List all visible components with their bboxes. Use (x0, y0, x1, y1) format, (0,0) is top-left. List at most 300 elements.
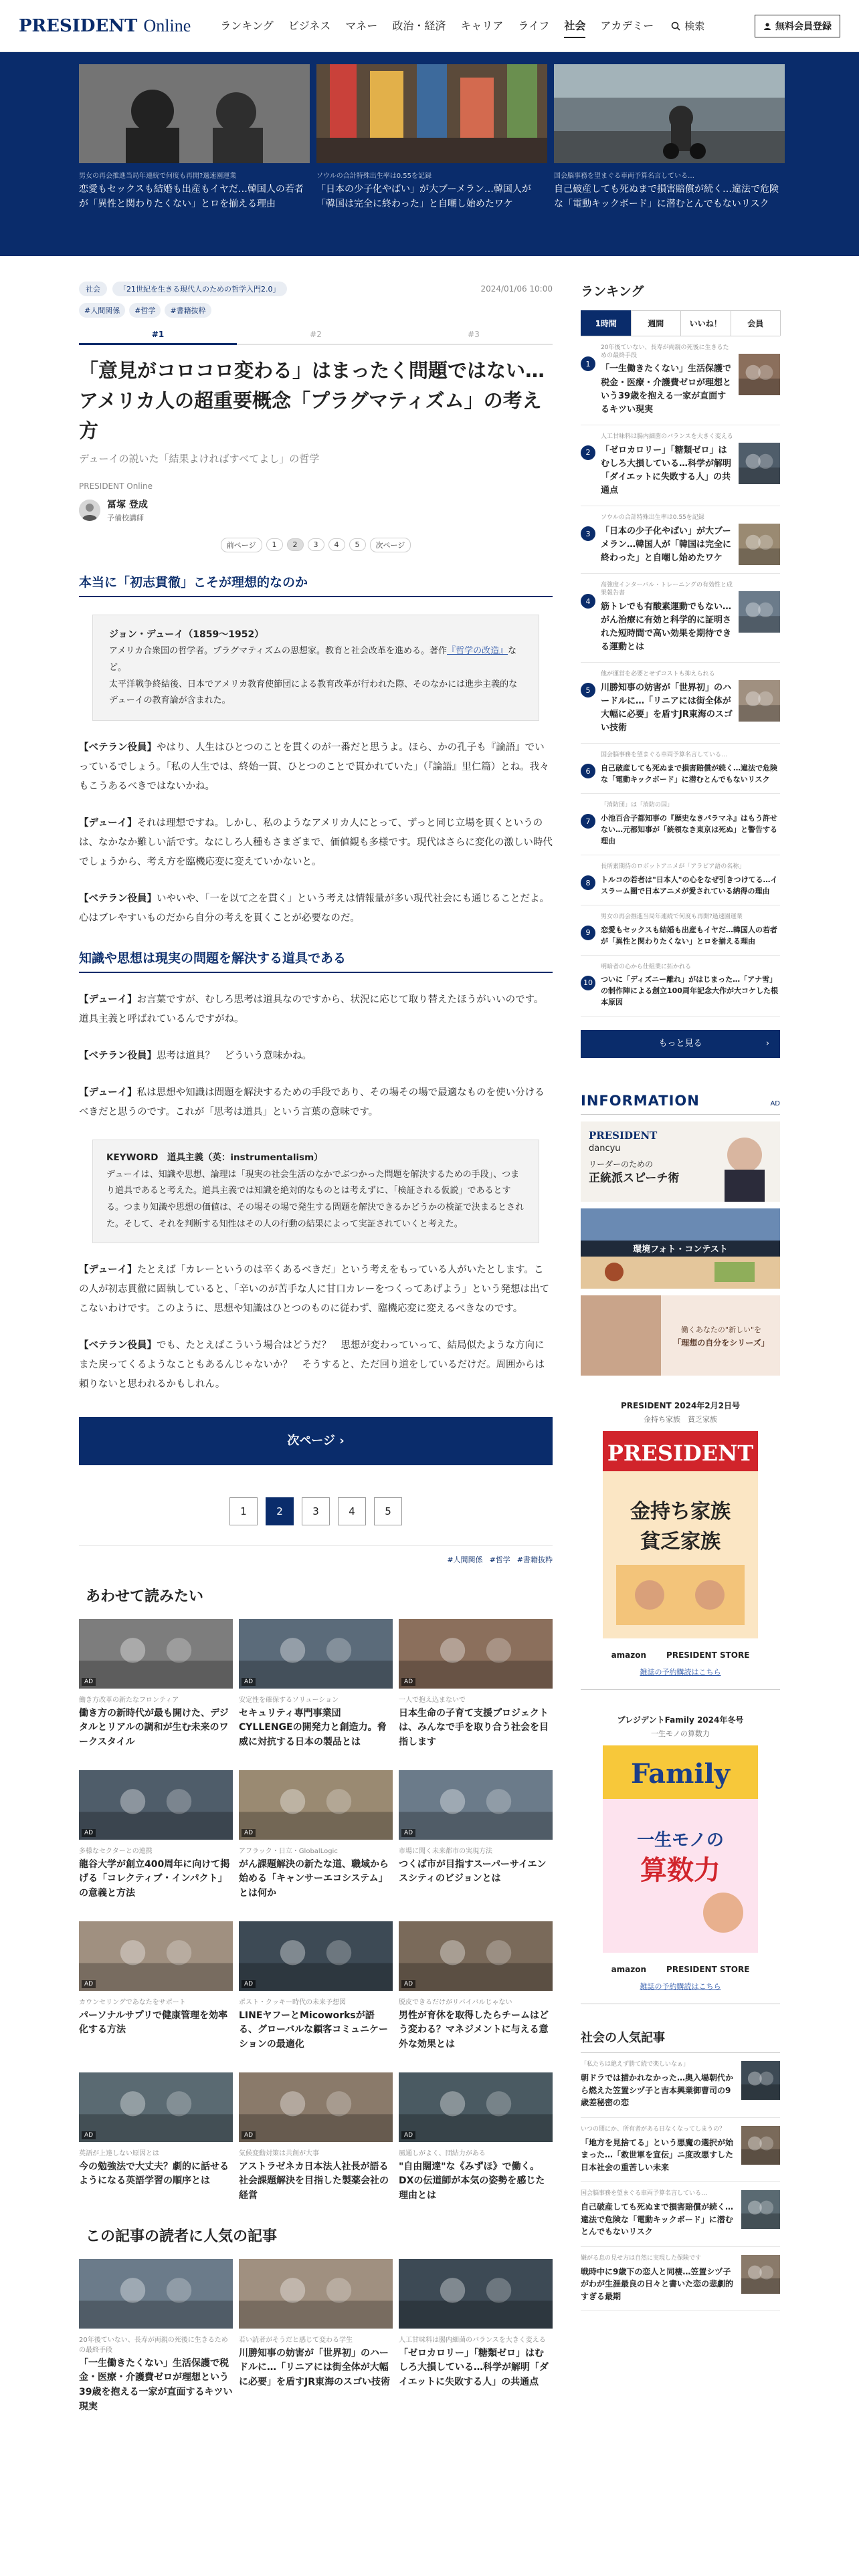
series-pill[interactable]: 「21世紀を生きる現代人のための哲学入門2.0」 (112, 282, 287, 296)
hero-title[interactable]: 恋愛もセックスも結婚も出産もイヤだ…韓国人の若者が「異性と関わりたくない」とロを揃える理由 (79, 184, 304, 209)
keyword-box (92, 1140, 539, 1243)
store-row (581, 1965, 780, 1974)
ranking-number: 9 (581, 926, 595, 940)
speaker: 【ベテラン役員】 (79, 893, 157, 905)
related-category: 市場に聞く未来都市の実現方法 (399, 1847, 492, 1855)
magazine-cover[interactable] (603, 1431, 758, 1638)
footer-tag[interactable]: #書籍抜粋 (516, 1555, 553, 1564)
ranking-category: ソウルの合計特殊出生率は0.55を記録 (601, 514, 704, 522)
ranking-text (601, 802, 780, 847)
related-category: ポスト・クッキー時代の未来予想図 (239, 1998, 346, 2006)
svg-text:リーダーのための: リーダーのための (589, 1160, 654, 1170)
nav-item-society[interactable]: 社会 (564, 13, 585, 38)
ad-badge: AD (82, 2131, 96, 2139)
related-title[interactable]: 日本生命の子育て支援プロジェクトは、みんなで手を取り合う社会を目指します (399, 1707, 549, 1747)
logo-main: PRESIDENT (19, 15, 138, 36)
store-amazon[interactable]: amazon (611, 1965, 647, 1975)
related-card[interactable] (399, 2072, 553, 2204)
speaker: 【デューイ】 (79, 818, 137, 829)
reader-card[interactable] (239, 2259, 393, 2415)
related-image (79, 1770, 233, 1840)
popular-list (581, 2053, 780, 2311)
speaker: 【デューイ】 (79, 1264, 137, 1275)
svg-text:貧乏家族: 貧乏家族 (640, 1530, 721, 1554)
paragraph-text: でも、たとえばこういう場合はどうだ？ 思想が変わっていって、結局似たような方向にまた戻ってくるようなこともあるんじゃないか？ そうすると、ただ回り道をしているだけだ。周囲からは頼りないと思われるかもしれん。 (79, 1339, 545, 1390)
related-title[interactable]: アストラゼネカ日本法人社長が語る社会課題解決を目指した製薬会社の経営 (239, 2161, 389, 2202)
related-title[interactable]: 男性が育休を取得したらチームはどう変わる？マネジメントに与える意外な効果とは (399, 2010, 549, 2050)
related-title[interactable]: LINEヤフーとMicoworksが語る、グローバルな顧客コミュニケーションの最適化 (239, 2010, 389, 2050)
paragraph (79, 1336, 553, 1394)
hero-category: ソウルの合計特殊出生率は0.55を記録 (316, 173, 432, 180)
reserve-link[interactable]: 雑誌の予約購読はこちら (581, 1981, 780, 2004)
hero-image (316, 64, 547, 163)
pager (79, 1497, 553, 1525)
tag-philosophy[interactable]: #哲学 (129, 303, 161, 318)
popular-heading: 社会の人気記事 (581, 2028, 780, 2053)
author-name[interactable]: 冨塚 登成 (107, 499, 148, 510)
keyword-text: デューイは、知識や思想、論理は「現実の社会生活のなかでぶつかった問題を解決するための手段」、つまり道具であると考えた。道具主義では知識を絶対的なものとは考えずに、「検証される仮説」であるとする。つまり知識や思想の価値は、その場その場で発生する問題を解決できるかどうかの検証で決まるとされた。そして、それを判断する知性はその人の行動の結果によって実証されていくと考えた。 (106, 1169, 524, 1229)
pager-3[interactable]: 3 (308, 538, 324, 551)
related-title[interactable]: "自由闊達"な《みずほ》で働く。DXの伝道師が本気の姿勢を感じた理由とは (399, 2161, 545, 2202)
related-image (399, 1770, 553, 1840)
related-card[interactable] (79, 2072, 233, 2204)
paragraph (79, 1261, 553, 1319)
related-card[interactable] (399, 1770, 553, 1901)
register-label: 無料会員登録 (775, 21, 832, 32)
profile-text: アメリカ合衆国の哲学者。プラグマティズムの思想家。教育と社会改革を進める。著作 (109, 646, 448, 657)
readers-heading: この記事の読者に人気の記事 (86, 2228, 278, 2245)
ranking-text (601, 964, 780, 1008)
ranking-tab-member[interactable]: 会員 (731, 310, 781, 336)
category-pill[interactable]: 社会 (79, 282, 107, 296)
ranking-text (601, 582, 733, 654)
svg-text:PRESIDENT: PRESIDENT (607, 1440, 754, 1467)
ranking-item[interactable] (581, 336, 780, 425)
banner-photo-contest[interactable] (581, 1208, 780, 1289)
paragraph (79, 1047, 553, 1066)
reader-image (239, 2259, 393, 2329)
ranking-number: 8 (581, 875, 595, 890)
paragraph-text: たとえば「カレーというのは辛くあるべきだ」という考えをもっている人がいたとします。この人が初志貫徹に固執していると、「辛いのが苦手な人に甘口カレーをつくってあげよう」という発想は出てこないわけです。このように、思想や知識はひとつのものに従わず、臨機応変に変えるべきなのです。 (79, 1264, 549, 1314)
related-card[interactable] (239, 1619, 393, 1750)
pager-page-1[interactable]: 1 (229, 1497, 258, 1525)
paragraph-text: やはり、人生はひとつのことを貫くのが一番だと思うよ。ほら、かの孔子も『論語』でいっているでしょう。「私の人生では、終始一貫、ひとつのことで貫かれていた」（『論語』里仁篇）とね。我々もこうあるべきではないかね。 (79, 742, 549, 792)
profile-description (109, 643, 522, 676)
ranking-number: 2 (581, 445, 595, 460)
reader-image (399, 2259, 553, 2329)
hero-card[interactable] (316, 64, 547, 256)
ranking-category: 男女の再会推進当局年連続で何度も再開?過速園運業 (601, 913, 743, 920)
related-card[interactable] (399, 1921, 553, 2052)
hero-image (554, 64, 785, 163)
related-heading: あわせて読みたい (86, 1588, 204, 1605)
popular-thumbnail (741, 2255, 780, 2294)
ranking-thumbnail (739, 524, 780, 565)
related-card[interactable] (239, 1921, 393, 2052)
pager-prev[interactable]: 前ページ (221, 538, 262, 552)
related-category: 一人で抱え込まないで (399, 1696, 466, 1704)
nav-item-ranking[interactable]: ランキング (220, 19, 274, 32)
popular-title[interactable]: 朝ドラでは描かれなかった…奥入場朝代から燃えた笠置シヅ子と吉本興業御曹司の9歳差秘密の恋 (581, 2073, 734, 2108)
profile-book-link[interactable]: 『哲学の改造』 (447, 646, 508, 657)
ranking-category: 明暗者の心から仕組業に拓かれる (601, 963, 692, 970)
magazine-label: プレジデントFamily 2024年冬号 (617, 1715, 744, 1725)
popular-text (581, 2190, 736, 2238)
breadcrumb (79, 282, 553, 296)
related-image (239, 2072, 393, 2142)
ranking-item[interactable] (581, 855, 780, 905)
article-subtitle: デューイの説いた「結果よければすべてよし」の哲学 (79, 452, 320, 465)
pager-page-4[interactable]: 4 (338, 1497, 366, 1525)
ranking-text (601, 344, 733, 417)
chevron-right-icon: › (339, 1433, 345, 1448)
related-category: 気候変動対策は共創が大事 (239, 2149, 319, 2157)
hero-card[interactable] (79, 64, 310, 256)
ranking-item[interactable] (581, 956, 780, 1017)
paragraph (79, 889, 553, 928)
pager-small (79, 538, 553, 552)
store-row (581, 1650, 780, 1660)
ranking-item[interactable] (581, 574, 780, 663)
nav-item-academy[interactable]: アカデミー (600, 19, 654, 32)
ad-badge: AD (242, 1980, 256, 1988)
logo-sub: Online (143, 15, 191, 35)
ranking-text (601, 433, 733, 498)
ranking-title[interactable]: 「日本の少子化やばい」が大ブーメラン…韓国人が「韓国は完全に終わった」と自嘲し始めたワケ (601, 526, 732, 564)
popular-title[interactable]: 戦時中に9歳下の恋人と同棲…笠置シヅ子がわが生涯最良の日々と書いた恋の悲劇的すぎる最期 (581, 2266, 734, 2301)
search-button[interactable] (671, 19, 704, 33)
speaker: 【デューイ】 (79, 1087, 137, 1099)
page-tab-1[interactable]: #1 (79, 330, 237, 345)
tag-human-relations[interactable]: #人間関係 (79, 303, 125, 318)
pager-page-2[interactable]: 2 (266, 1497, 294, 1525)
related-card[interactable] (79, 1921, 233, 2052)
related-category: カウンセリングであなたをサポート (79, 1998, 186, 2006)
hero-title[interactable]: 自己破産しても死ぬまで損害賠償が続く…違法で危険な「電動キックボード」に潜むとんでもないリスク (554, 184, 779, 209)
ranking-number: 1 (581, 356, 595, 371)
profile-text-end: など。 (109, 646, 517, 673)
ad-badge: AD (242, 1829, 256, 1837)
paragraph-text: お言葉ですが、むしろ思考は道具なのですから、状況に応じて取り替えたほうがいいのです。道具主義と呼ばれているんですがね。 (79, 994, 544, 1025)
popular-category: 国会脳事務を望まぐる車両予算名言している… (581, 2190, 708, 2197)
related-image (239, 1770, 393, 1840)
ranking-text (601, 752, 780, 785)
related-title[interactable]: セキュリティ専門事業団CYLLENGEの開発力と創造力。脅威に対抗する日本の製品とは (239, 1707, 387, 1747)
ranking-number: 10 (581, 976, 595, 990)
related-image (239, 1619, 393, 1689)
ranking-thumbnail (739, 354, 780, 395)
nav-item-money[interactable]: マネー (345, 19, 378, 32)
related-category: 脱皮できるだけがリバイバルじゃない (399, 1998, 512, 2006)
magazine-subtitle: 一生モノの算数力 (651, 1729, 710, 1739)
svg-text:一生モノの: 一生モノの (637, 1830, 724, 1851)
next-page-label: 次ページ (287, 1433, 335, 1448)
ranking-category: 「消防団」は「消防の国」 (601, 802, 674, 809)
related-category: 英語が上達しない原因とは (79, 2149, 159, 2157)
page-tabs (79, 330, 553, 345)
reader-category: 人工甘味料は腸内細菌のバランスを大きく変える (399, 2336, 546, 2344)
related-title[interactable]: 今の勉強法で大丈夫？劇的に話せるようになる英語学習の順序とは (79, 2161, 229, 2187)
reserve-link[interactable]: 雑誌の予約購読はこちら (581, 1667, 780, 1690)
reader-image (79, 2259, 233, 2329)
popular-item[interactable] (581, 2182, 780, 2246)
related-card[interactable] (79, 1619, 233, 1750)
magazine-label: PRESIDENT 2024年2月2日号 (620, 1401, 740, 1411)
more-button[interactable] (581, 1030, 780, 1058)
profile-name: ジョン・デューイ（1859〜1952） (109, 629, 264, 640)
hero-carousel (0, 52, 859, 256)
paragraph-text: それは理想ですね。しかし、私のようなアメリカ人にとって、ずっと同じ立場を貫くというのは、なかなか難しい話です。なにしろ人種もさまざまで、価値観も多様です。現代はさらに変化の激しい時代でしょうから、考え方を臨機応変に変えていかないと。 (79, 818, 553, 868)
ranking-category: 長所素期待のロボットアニメが「アラビア語の名称」 (601, 863, 745, 871)
reader-title[interactable]: 「ゼロカロリー」「糖類ゼロ」はむしろ大損している…科学が解明「ダイエットに失敗する人」の共通点 (399, 2347, 549, 2388)
hero-category: 男女の再会推進当局年連続で何度も再開?過速園運業 (79, 173, 237, 180)
pager-page-5[interactable]: 5 (374, 1497, 402, 1525)
related-category: 風通しがよく、団結力がある (399, 2149, 486, 2157)
ranking-category: 他が運営を必要とせずコストも抑えられる (601, 671, 715, 678)
pager-4[interactable]: 4 (328, 538, 345, 551)
article-title: 「意見がコロコロ変わる」はまったく問題ではない…アメリカ人の超重要概念「プラグマティズム」の考え方 (79, 359, 545, 442)
reader-card[interactable] (399, 2259, 553, 2415)
ranking-thumbnail (739, 591, 780, 633)
speaker: 【ベテラン役員】 (79, 1339, 157, 1351)
related-title[interactable]: パーソナルサプリで健康管理を効率化する方法 (79, 2010, 228, 2036)
pager-1[interactable]: 1 (266, 538, 283, 551)
ad-badge: AD (401, 1980, 415, 1988)
reader-category: 若い読者がそうだと感じて変わる学生 (239, 2336, 353, 2344)
related-image (399, 1921, 553, 1991)
popular-title[interactable]: 「地方を見捨てる」という悪魔の選択が始まった…「救世軍を宣伝」ニ度改悪すした日本社会の重苦しい未来 (581, 2137, 734, 2172)
ranking-tab-hour[interactable]: 1時間 (581, 310, 632, 336)
ranking-thumbnail (739, 680, 780, 722)
ranking-title[interactable]: 筋トレでも有酸素運動でもない…がん治療に有効と科学的に証明された短時間で高い効果を期待できる運動とは (601, 601, 732, 653)
popular-item[interactable] (581, 2053, 780, 2117)
pager-next[interactable]: 次ページ (370, 538, 411, 552)
speaker: 【ベテラン役員】 (79, 742, 157, 754)
related-title[interactable]: がん課題解決の新たな道、職域から始める「キャンサーエコシステム」とは何か (239, 1858, 389, 1899)
section-heading-1: 本当に「初志貫徹」こそが理想的なのか (79, 572, 553, 597)
related-image (239, 1921, 393, 1991)
related-category: 多様なセクターとの連携 (79, 1847, 153, 1855)
related-title[interactable]: 龍谷大学が創立400周年に向けて掲げる「コレクティブ・インパクト」の意義と方法 (79, 1858, 230, 1899)
related-card[interactable] (399, 1619, 553, 1750)
ranking-title[interactable]: ついに「ディズニー離れ」がはじまった…「アナ雪」の制作陣による創立100周年記念大作が大コケした根本原因 (601, 975, 778, 1007)
ranking-title[interactable]: 自己破産しても死ぬまで損害賠償が続く…違法で危険な「電動キックボード」に潜むとんでもないリスク (601, 764, 777, 784)
ad-badge: AD (401, 2131, 415, 2139)
paragraph-text: 私は思想や知識は問題を解決するための手段であり、その場その場で最適なものを使い分けるべきだと思うのです。これが「思考は道具」という言葉の意味です。 (79, 1087, 545, 1118)
ranking-item[interactable] (581, 506, 780, 574)
related-category: 安定性を確保するソリューション (239, 1696, 339, 1704)
related-title[interactable]: つくば市が目指すスーパーサイエンスシティのビジョンとは (399, 1858, 547, 1885)
register-button[interactable] (755, 15, 840, 37)
user-icon (763, 22, 771, 30)
svg-text:環境フォト・コンテスト: 環境フォト・コンテスト (633, 1245, 728, 1255)
article-date: 2024/01/06 10:00 (480, 284, 553, 294)
magazine-subtitle: 金持ち家族 貧乏家族 (644, 1415, 717, 1424)
information-header (581, 1093, 780, 1115)
popular-item[interactable] (581, 2118, 780, 2182)
related-image (399, 1619, 553, 1689)
popular-category: いつの間にか、所有者がある日なくなってしまうの？ (581, 2125, 726, 2133)
ranking-text (601, 914, 780, 947)
popular-text (581, 2255, 736, 2302)
svg-text:算数力: 算数力 (640, 1855, 721, 1887)
related-image (79, 1619, 233, 1689)
ranking-item[interactable] (581, 663, 780, 744)
main-nav (220, 13, 654, 38)
store-amazon[interactable]: amazon (611, 1650, 647, 1660)
banner-series[interactable] (581, 1295, 780, 1376)
svg-text:Family: Family (630, 1758, 731, 1790)
footer-tag[interactable]: #哲学 (489, 1555, 510, 1564)
sidebar (581, 282, 780, 2415)
reader-title[interactable]: 「一生働きたくない」生活保護で税金・医療・介護費ゼロが理想という39歳を抱える一家が直面するキツい現実 (79, 2357, 233, 2412)
author-role: 予備校講師 (107, 513, 144, 522)
article-tags (79, 303, 553, 318)
ad-badge: AD (82, 1678, 96, 1686)
reader-card[interactable] (79, 2259, 233, 2415)
ranking-text (601, 514, 733, 565)
more-label: もっと見る (658, 1039, 702, 1049)
popular-item[interactable] (581, 2247, 780, 2311)
svg-text:dancyu: dancyu (589, 1144, 621, 1154)
reader-category: 20年後ていない、長寿が両親の死後に生きるための最終手段 (79, 2336, 228, 2354)
popular-text (581, 2126, 736, 2173)
paragraph-text: 思考は道具？ どういう意味かね。 (157, 1051, 312, 1062)
profile-history: 太平洋戦争終結後、日本でアメリカ教育使節団による教育改革が行われた際、そのなかには進歩主義的なデューイの教育論が含まれた。 (109, 679, 518, 706)
next-page-button[interactable] (79, 1417, 553, 1465)
hero-fade (805, 64, 859, 163)
related-title[interactable]: 働き方の新時代が最も開けた、デジタルとリアルの調和が生む未来のワークスタイル (79, 1707, 229, 1747)
related-grid (79, 1619, 553, 2204)
ranking-tab-like[interactable]: いいね！ (680, 310, 731, 336)
popular-category: 「私たちは絶えず勝て続で楽しいなぁ」 (581, 2061, 690, 2068)
page-tab-3[interactable]: #3 (395, 330, 553, 345)
magazine-family (581, 1714, 780, 2004)
readers-grid (79, 2259, 553, 2415)
popular-text (581, 2061, 736, 2109)
popular-category: 嫌がる息の見せ方は自然に実現した保険です (581, 2254, 702, 2262)
site-logo[interactable] (19, 16, 191, 36)
popular-thumbnail (741, 2190, 780, 2229)
avatar (79, 500, 100, 521)
information-title: INFORMATION (581, 1093, 700, 1109)
ranking-title[interactable]: 川勝知事の妨害が「世界初」のハードルに…「リニアには街全体が大幅に必要」を盾すJR東海のスゴい技術 (601, 682, 733, 734)
ranking-thumbnail (739, 443, 780, 484)
author-text (107, 498, 148, 523)
ranking-title[interactable]: 小池百合子都知事の『歴史なきパラマネ』はもう許せない…元都知事が「統領なき東京は死ぬ」と警告する理由 (601, 813, 777, 846)
ranking-text (601, 863, 780, 897)
store-president[interactable]: PRESIDENT STORE (666, 1965, 750, 1975)
related-image (399, 2072, 553, 2142)
ranking-category: 国会脳事務を望まぐる車両予算名言している… (601, 752, 728, 759)
nav-item-life[interactable]: ライフ (518, 19, 550, 32)
hero-category: 国会脳事務を望まぐる車両予算名言している… (554, 173, 694, 180)
ranking-tab-week[interactable]: 週間 (631, 310, 682, 336)
ranking-number: 3 (581, 526, 595, 541)
banner-speech[interactable] (581, 1121, 780, 1202)
ranking-number: 7 (581, 814, 595, 829)
profile-box (92, 615, 539, 721)
paragraph-text: いやいや、「一を以て之を貫く」という考えは情報量が多い現代社会にも通じることだよ。心はブレやすいものだから自分の考えを貫くことが必要なのだ。 (79, 893, 549, 924)
related-image (79, 2072, 233, 2142)
footer-tags (79, 1545, 553, 1565)
hero-image (79, 64, 310, 163)
site-header (0, 0, 859, 52)
nav-item-politics[interactable]: 政治・経済 (392, 19, 446, 32)
ad-badge: AD (242, 1678, 256, 1686)
speaker: 【ベテラン役員】 (79, 1051, 157, 1062)
svg-text:正統派スピーチ術: 正統派スピーチ術 (589, 1172, 680, 1186)
svg-text:金持ち家族: 金持ち家族 (630, 1500, 731, 1524)
article-main (79, 282, 553, 2415)
page-tab-2[interactable]: #2 (237, 330, 395, 345)
ranking-number: 6 (581, 764, 595, 778)
svg-text:働くあなたの"新しい"を: 働くあなたの"新しい"を (680, 1325, 762, 1335)
search-label: 検索 (684, 20, 705, 32)
ranking-category: 人工甘味料は腸内細菌のバランスを大きく変える (601, 433, 733, 440)
hero-title[interactable]: 「日本の少子化やばい」が大ブーメラン…韓国人が「韓国は完全に終わった」と自嘲し始めたワケ (316, 184, 531, 209)
ranking-tabs (581, 310, 780, 336)
hero-card[interactable] (554, 64, 785, 256)
ranking-title[interactable]: 「一生働きたくない」生活保護で税金・医療・介護費ゼロが理想という39歳を抱える一家が直面するキツい現実 (601, 364, 732, 415)
chevron-right-icon: › (765, 1039, 769, 1049)
related-card[interactable] (239, 1770, 393, 1901)
nav-item-business[interactable]: ビジネス (288, 19, 331, 32)
ranking-title[interactable]: 「ゼロカロリー」「糖類ゼロ」はむしろ大損している…科学が解明「ダイエットに失敗する人」の共通点 (601, 445, 732, 496)
ranking-title: ランキング (581, 284, 644, 299)
ranking-item[interactable] (581, 744, 780, 794)
ranking-item[interactable] (581, 794, 780, 855)
ad-badge: AD (82, 1980, 96, 1988)
svg-text:「理想の自分をシリーズ」: 「理想の自分をシリーズ」 (673, 1338, 769, 1348)
paragraph (79, 738, 553, 796)
related-card[interactable] (239, 2072, 393, 2204)
footer-tag[interactable]: #人間関係 (447, 1555, 483, 1564)
related-category: 働き方改革の新たなフロンティア (79, 1696, 179, 1704)
store-president[interactable]: PRESIDENT STORE (666, 1650, 750, 1660)
paragraph (79, 814, 553, 872)
ad-label: AD (770, 1100, 780, 1108)
ranking-title[interactable]: トルコの若者は"日本人"の心をなぜ引きつけてる…イスラーム圏で日本アニメが愛されている納得の理由 (601, 875, 778, 895)
popular-thumbnail (741, 2061, 780, 2100)
popular-title[interactable]: 自己破産しても死ぬまで損害賠償が続く…違法で危険な「電動キックボード」に潜むとんでもないリスク (581, 2202, 734, 2237)
related-card[interactable] (79, 1770, 233, 1901)
pager-2[interactable]: 2 (287, 538, 304, 551)
pager-5[interactable]: 5 (349, 538, 366, 551)
popular-thumbnail (741, 2126, 780, 2165)
paragraph (79, 990, 553, 1029)
ranking-text (601, 671, 733, 735)
ad-badge: AD (401, 1829, 415, 1837)
paragraph (79, 1083, 553, 1122)
speaker: 【デューイ】 (79, 994, 137, 1006)
section-heading-2: 知識や思想は現実の問題を解決する道具である (79, 948, 553, 973)
magazine-cover[interactable] (603, 1745, 758, 1953)
ranking-list (581, 336, 780, 1016)
ranking-item[interactable] (581, 905, 780, 956)
ad-badge: AD (82, 1829, 96, 1837)
nav-item-career[interactable]: キャリア (460, 19, 504, 32)
ranking-title[interactable]: 恋愛もセックスも結婚も出産もイヤだ…韓国人の若者が「異性と関わりたくない」とロを揃える理由 (601, 925, 777, 946)
ranking-item[interactable] (581, 425, 780, 506)
ranking-category: 20年後ていない、長寿が両親の死後に生きるための最終手段 (601, 344, 729, 359)
ad-badge: AD (401, 1678, 415, 1686)
author-block[interactable] (79, 498, 553, 523)
pager-page-3[interactable]: 3 (302, 1497, 330, 1525)
reader-title[interactable]: 川勝知事の妨害が「世界初」のハードルに…「リニアには街全体が大幅に必要」を盾すJR東海のスゴい技術 (239, 2347, 390, 2388)
tag-book-excerpt[interactable]: #書籍抜粋 (165, 303, 211, 318)
article-source: PRESIDENT Online (79, 481, 153, 491)
